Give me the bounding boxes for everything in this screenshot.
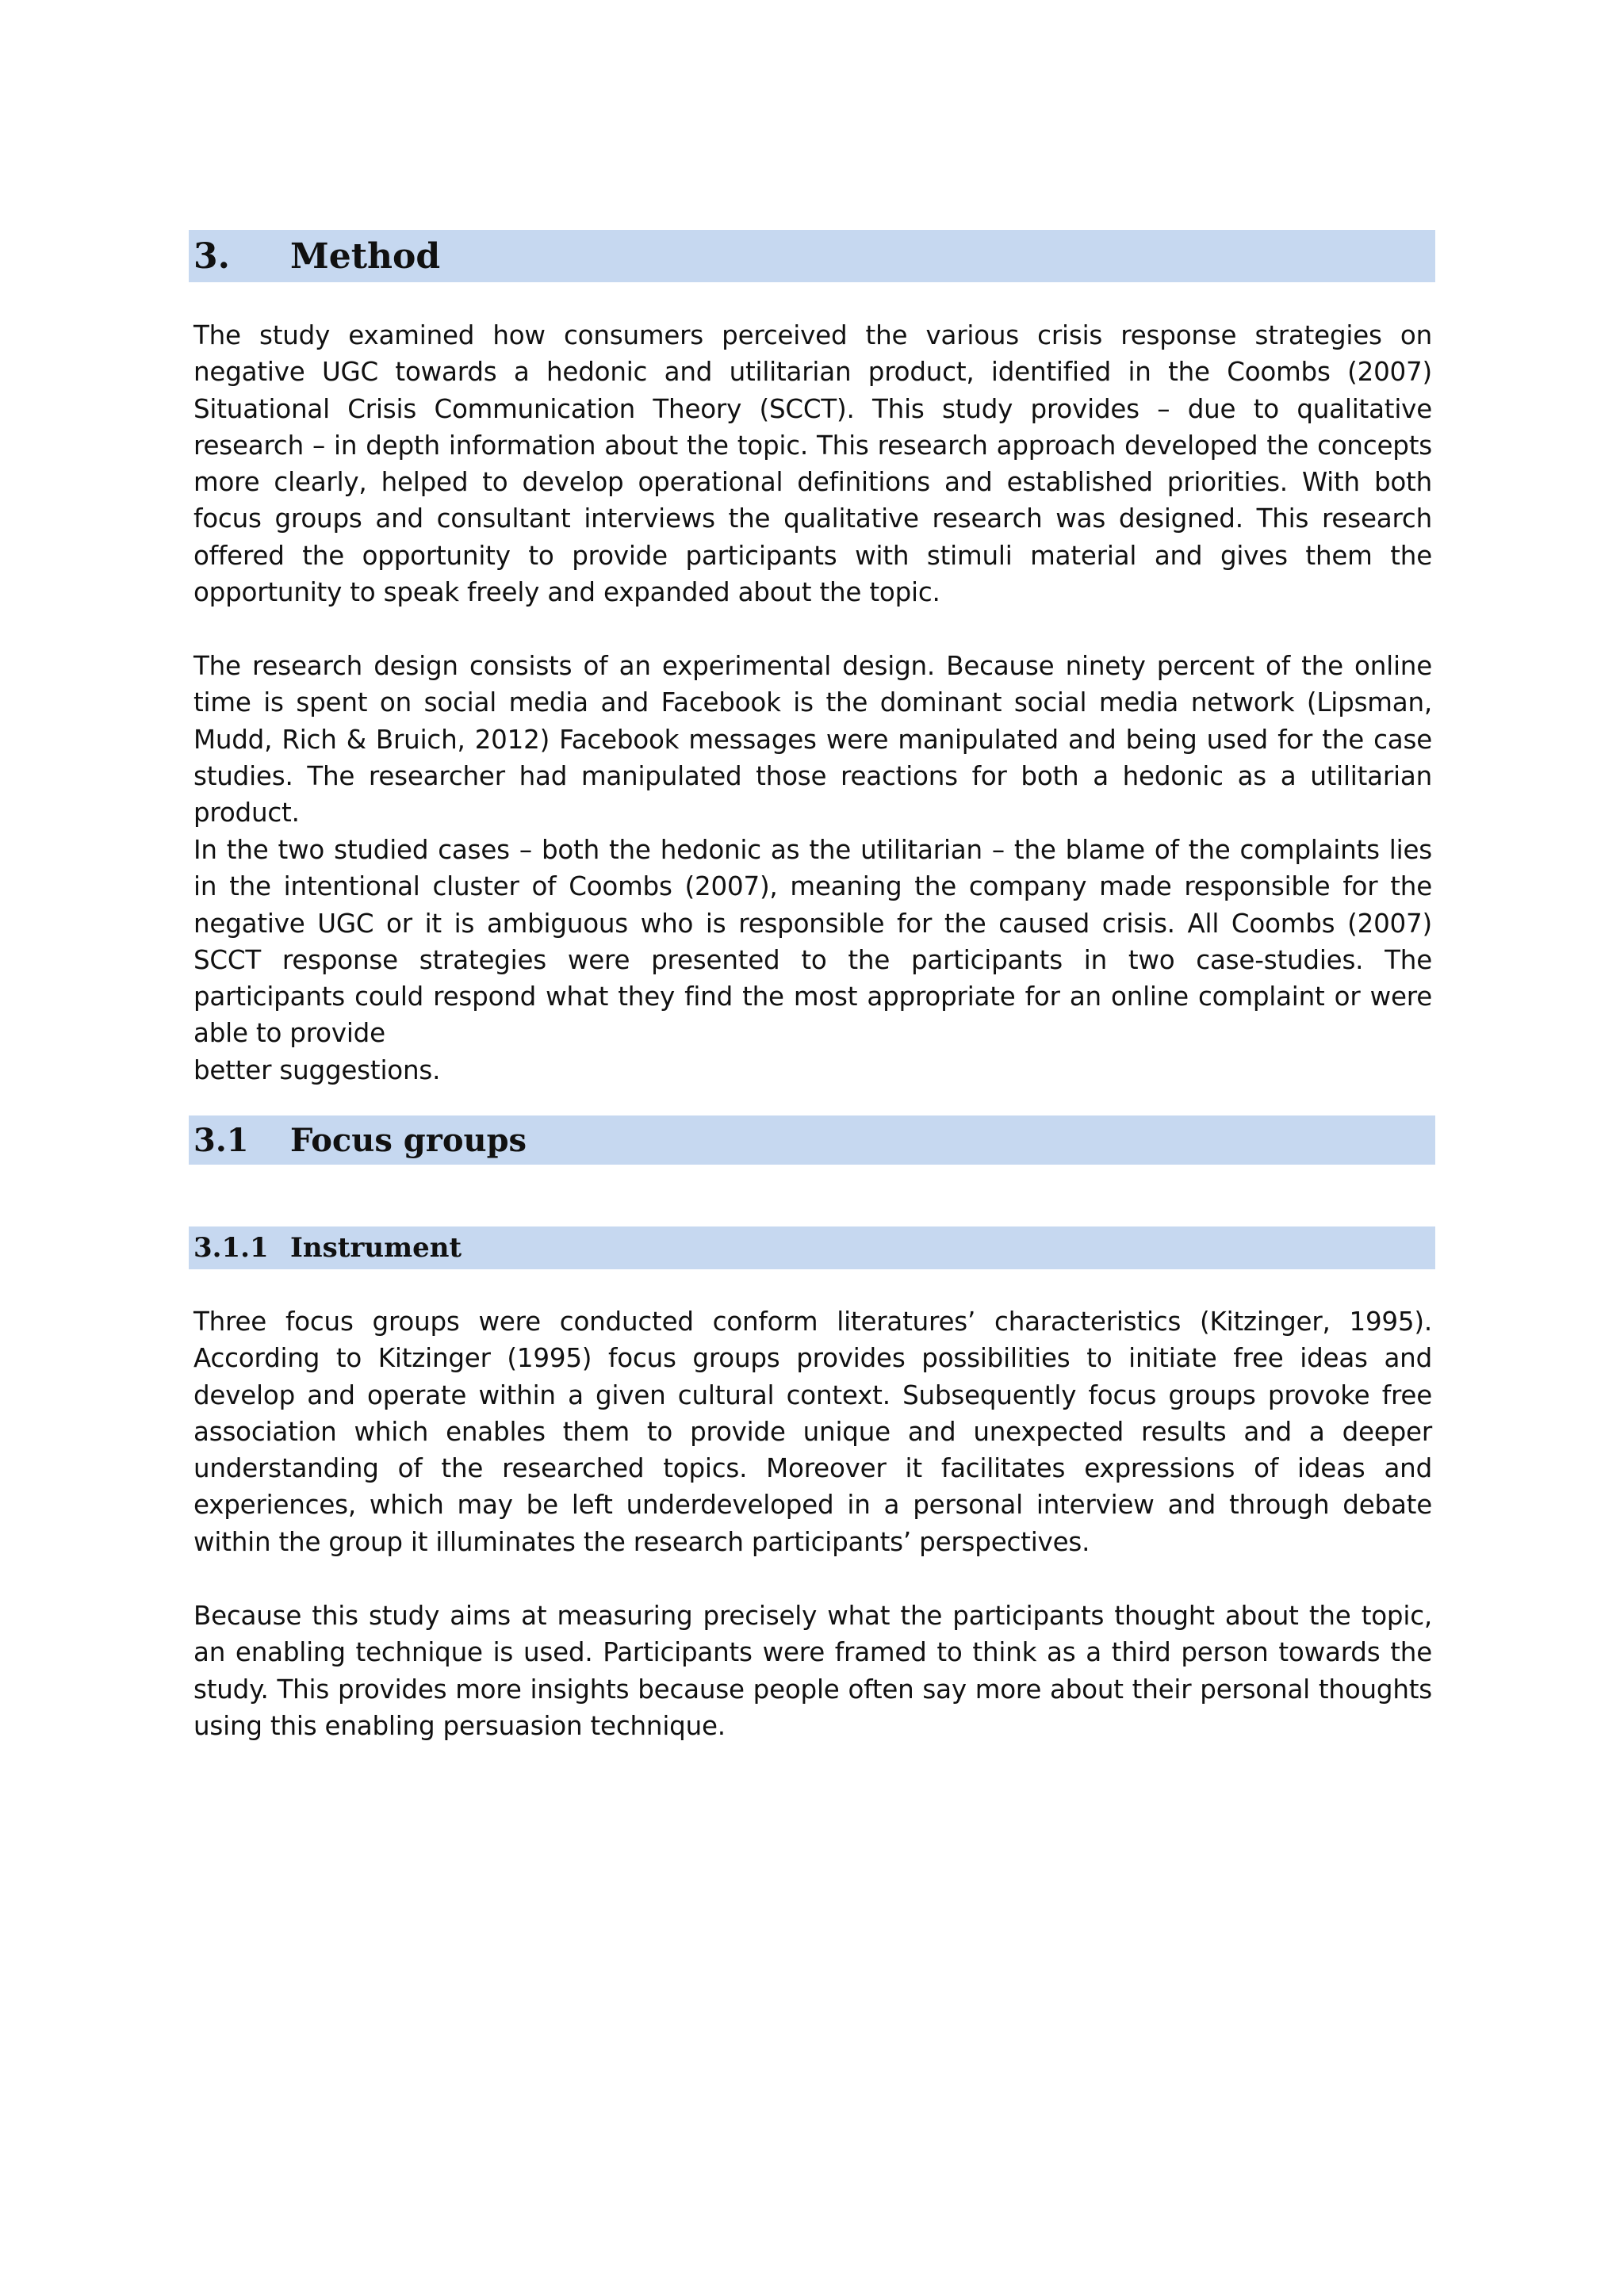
instrument-paragraph-1: Three focus groups were conducted conform literatures’ characteristics (Kitzinger, 1995). According to Kitzinger (1995) focus groups provides possibilities to initiate free ideas and develop and operate within a given cultural context. Subsequently focus groups provoke free association which enables them to provide unique and unexpected results and a deeper understanding of the researched topics. Moreover it facilitates expressions of ideas and experiences, which may be left underdeveloped in a personal interview and through debate within the group it illuminates the research participants’ perspectives. xyxy=(193,1307,1432,1557)
subsection-number: 3.1 xyxy=(193,1121,249,1159)
section-heading xyxy=(189,230,1435,282)
method-paragraph-2: The research design consists of an experimental design. Because ninety percent of the online time is spent on social media and Facebook is the dominant social media network (Lipsman, Mudd, Rich & Bruich, 2012) Facebook messages were manipulated and being used for the case studies. The researcher had manipulated those reactions for both a hedonic as a utilitarian product. xyxy=(193,651,1432,828)
subsubsection-heading xyxy=(189,1226,1435,1269)
section-title: Method xyxy=(290,235,441,277)
subsection-heading xyxy=(189,1115,1435,1165)
method-paragraph-1: The study examined how consumers perceived the various crisis response strategies on negative UGC towards a hedonic and utilitarian product, identified in the Coombs (2007) Situational Crisis Communication Theory (SCCT). This study provides – due to qualitative research – in depth information about the topic. This research approach developed the concepts more clearly, helped to develop operational definitions and established priorities. With both focus groups and consultant interviews the qualitative research was designed. This research offered the opportunity to provide participants with stimuli material and gives them the opportunity to speak freely and expanded about the topic. xyxy=(193,320,1432,608)
method-paragraph-3 xyxy=(193,832,1432,1089)
subsubsection-number: 3.1.1 xyxy=(193,1232,269,1264)
method-paragraph-3-text: In the two studied cases – both the hedonic as the utilitarian – the blame of the complaints lies in the intentional cluster of Coombs (2007), meaning the company made responsible for the negative UGC or it is ambiguous who is responsible for the caused crisis. All Coombs (2007) SCCT response strategies were presented to the participants in two case-studies. The participants could respond what they find the most appropriate for an online complaint or were able to provide xyxy=(193,835,1432,1049)
subsubsection-title: Instrument xyxy=(290,1232,462,1264)
section-number: 3. xyxy=(193,235,230,277)
method-paragraph-3-last-line: better suggestions. xyxy=(193,1054,441,1085)
subsection-title: Focus groups xyxy=(290,1121,527,1159)
instrument-paragraph-2: Because this study aims at measuring precisely what the participants thought about the topic, an enabling technique is used. Participants were framed to think as a third person towards the study. This provides more insights because people often say more about their personal thoughts using this enabling persuasion technique. xyxy=(193,1601,1432,1741)
